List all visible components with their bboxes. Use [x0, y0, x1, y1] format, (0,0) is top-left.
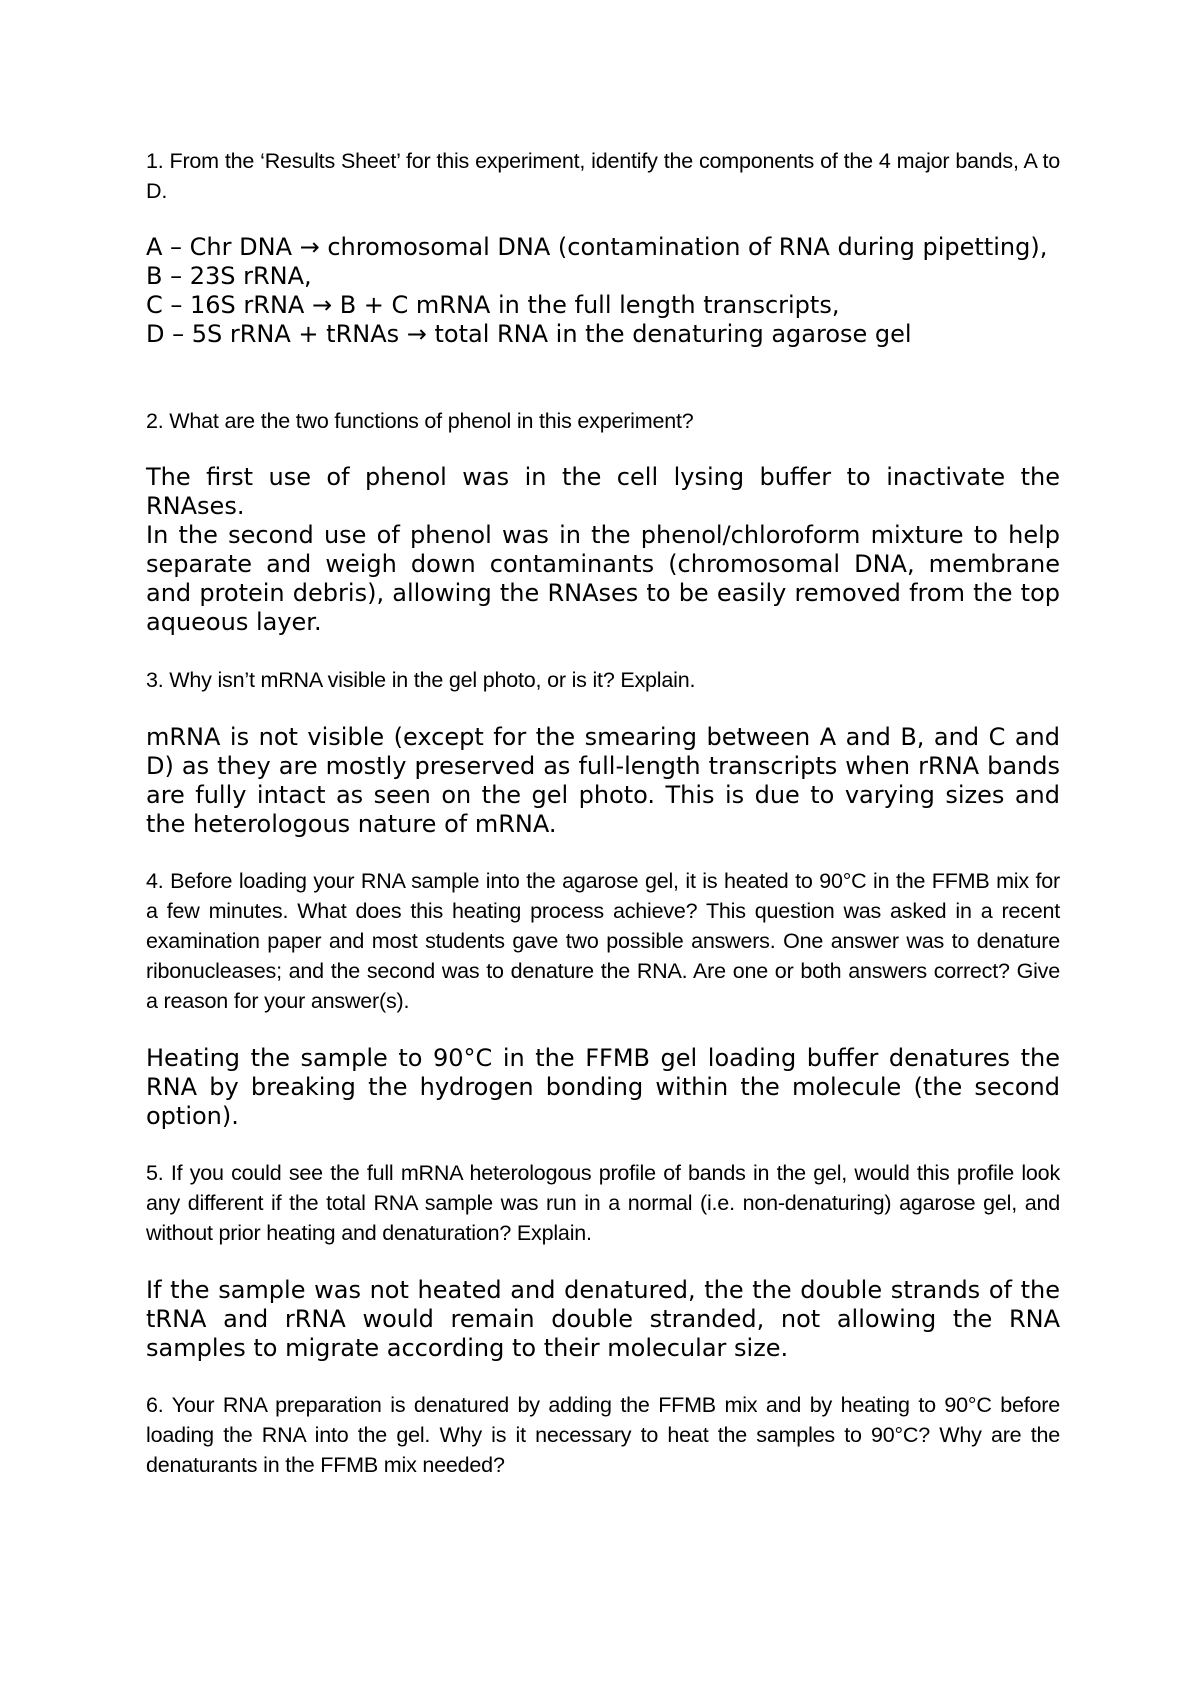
- question-2-answer: [146, 463, 1060, 637]
- answer-1-line-a: A – Chr DNA → chromosomal DNA (contamination of RNA during pipetting),: [146, 233, 1048, 261]
- answer-2-para-1: The first use of phenol was in the cell lysing buffer to inactivate the RNAses.: [146, 463, 1060, 520]
- answer-3-para: mRNA is not visible (except for the smearing between A and B, and C and D) as they are mostly preserved as full-length transcripts when rRNA bands are fully intact as seen on the gel photo. This is due to varying sizes and the heterologous nature of mRNA.: [146, 723, 1060, 838]
- answer-2-para-2: In the second use of phenol was in the phenol/chloroform mixture to help separate and weigh down contaminants (chromosomal DNA, membrane and protein debris), allowing the RNAses to be easily removed from the top aqueous layer.: [146, 521, 1060, 636]
- question-1-prompt: [146, 146, 1060, 206]
- question-6-prompt: [146, 1390, 1060, 1480]
- question-3-prompt: [146, 665, 1060, 695]
- answer-1-line-b: B – 23S rRNA,: [146, 262, 312, 290]
- answer-5-para: If the sample was not heated and denatured, the the double strands of the tRNA and rRNA would remain double stranded, not allowing the RNA samples to migrate according to their molecular size.: [146, 1276, 1060, 1362]
- question-4-text: 4. Before loading your RNA sample into the agarose gel, it is heated to 90°C in the FFMB mix for a few minutes. What does this heating process achieve? This question was asked in a recent examination paper and most students gave two possible answers. One answer was to denature ribonucleases; and the second was to denature the RNA. Are one or both answers correct? Give a reason for your answer(s).: [146, 869, 1060, 1013]
- question-4-prompt: [146, 866, 1060, 1016]
- question-5-text: 5. If you could see the full mRNA heterologous profile of bands in the gel, would this profile look any different if the total RNA sample was run in a normal (i.e. non-denaturing) agarose gel, and without prior heating and denaturation? Explain.: [146, 1161, 1060, 1245]
- question-2-prompt: [146, 406, 1060, 436]
- question-1-text: 1. From the ‘Results Sheet’ for this experiment, identify the components of the 4 major bands, A to D.: [146, 149, 1060, 203]
- question-5-prompt: [146, 1158, 1060, 1248]
- answer-1-line-d: D – 5S rRNA + tRNAs → total RNA in the denaturing agarose gel: [146, 320, 912, 348]
- question-4-answer: [146, 1044, 1060, 1131]
- question-5-answer: [146, 1276, 1060, 1363]
- question-3-text: 3. Why isn’t mRNA visible in the gel photo, or is it? Explain.: [146, 668, 696, 692]
- question-6-text: 6. Your RNA preparation is denatured by adding the FFMB mix and by heating to 90°C before loading the RNA into the gel. Why is it necessary to heat the samples to 90°C? Why are the denaturants in the FFMB mix needed?: [146, 1393, 1060, 1477]
- answer-1-line-c: C – 16S rRNA → B + C mRNA in the full length transcripts,: [146, 291, 840, 319]
- question-2-text: 2. What are the two functions of phenol in this experiment?: [146, 409, 694, 433]
- question-1-answer: [146, 233, 1060, 349]
- question-3-answer: [146, 723, 1060, 839]
- answer-4-para: Heating the sample to 90°C in the FFMB gel loading buffer denatures the RNA by breaking the hydrogen bonding within the molecule (the second option).: [146, 1044, 1060, 1130]
